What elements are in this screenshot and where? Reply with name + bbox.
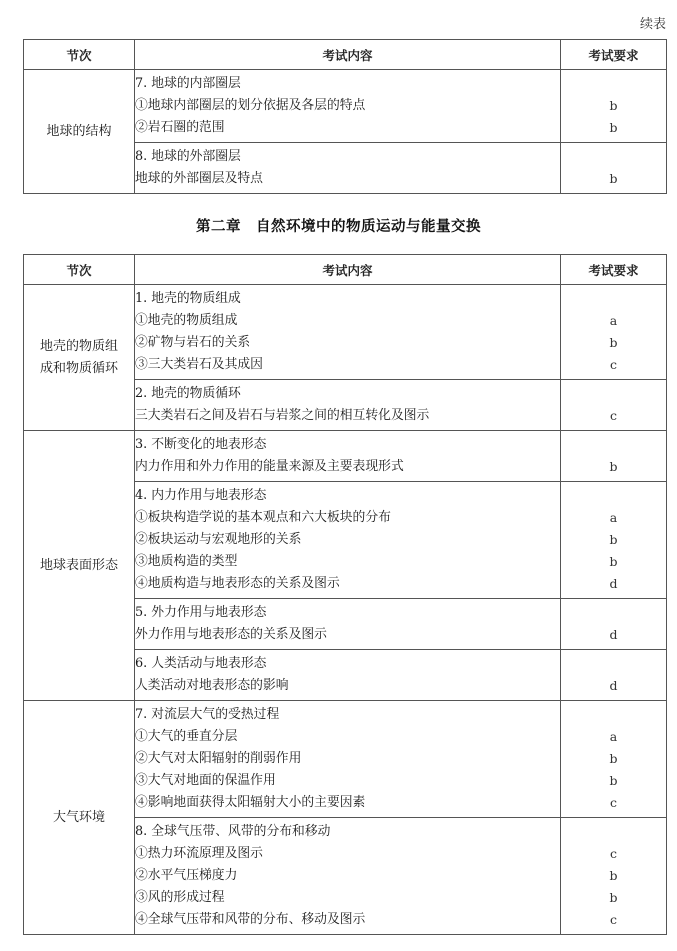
requirement-level <box>561 821 666 843</box>
header-requirement: 考试要求 <box>561 255 667 285</box>
topic-point: ①地壳的物质组成 <box>135 313 238 328</box>
exam-requirement <box>561 482 667 599</box>
requirement-level <box>561 383 666 405</box>
requirement-level <box>561 653 666 675</box>
table-row <box>24 431 667 482</box>
exam-requirement <box>561 431 667 482</box>
exam-requirement <box>561 599 667 650</box>
topic-point: ③三大类岩石及其成因 <box>135 357 263 372</box>
exam-requirement <box>561 818 667 935</box>
chapter-title: 第二章 自然环境中的物质运动与能量交换 <box>196 219 481 235</box>
requirement-level <box>561 288 666 310</box>
topic-point: ①地球内部圈层的划分依据及各层的特点 <box>135 98 366 113</box>
table-header-row <box>24 40 667 70</box>
section-name: 地壳的物质组成和物质循环 <box>24 285 135 431</box>
exam-content <box>135 818 561 935</box>
topic-title: 7. 地球的内部圈层 <box>135 76 241 91</box>
requirement-level: b <box>609 773 618 788</box>
topic-point: ④影响地面获得太阳辐射大小的主要因素 <box>135 795 366 810</box>
topic-title: 7. 对流层大气的受热过程 <box>135 707 280 722</box>
topic-point: ②岩石圈的范围 <box>135 120 225 135</box>
topic-point: 三大类岩石之间及岩石与岩浆之间的相互转化及图示 <box>135 408 430 423</box>
requirement-level: c <box>609 357 617 372</box>
requirement-level: c <box>609 846 617 861</box>
topic-point: ④地质构造与地表形态的关系及图示 <box>135 576 340 591</box>
exam-requirement <box>561 701 667 818</box>
topic-title: 4. 内力作用与地表形态 <box>135 488 267 503</box>
requirement-level: a <box>609 729 618 744</box>
topic-point: ②矿物与岩石的关系 <box>135 335 251 350</box>
topic-title: 2. 地壳的物质循环 <box>135 386 241 401</box>
topic-point: ④全球气压带和风带的分布、移动及图示 <box>135 912 366 927</box>
exam-content <box>135 431 561 482</box>
table-body <box>24 70 667 194</box>
table-row <box>24 70 667 143</box>
header-content: 考试内容 <box>135 40 561 70</box>
exam-content <box>135 599 561 650</box>
topic-title: 3. 不断变化的地表形态 <box>135 437 267 452</box>
requirement-level: b <box>609 459 618 474</box>
topic-point: ②大气对太阳辐射的削弱作用 <box>135 751 302 766</box>
topic-point: ②板块运动与宏观地形的关系 <box>135 532 302 547</box>
exam-content <box>135 482 561 599</box>
requirement-level <box>561 704 666 726</box>
exam-requirement <box>561 143 667 194</box>
exam-content <box>135 285 561 380</box>
header-content: 考试内容 <box>135 255 561 285</box>
header-section: 节次 <box>24 255 135 285</box>
exam-requirement <box>561 650 667 701</box>
requirement-level <box>561 434 666 456</box>
requirement-level: b <box>609 532 618 547</box>
exam-content <box>135 650 561 701</box>
table-row <box>24 701 667 818</box>
table-body <box>24 285 667 935</box>
section-name: 大气环境 <box>24 701 135 935</box>
section-name: 地球表面形态 <box>24 431 135 701</box>
exam-requirement <box>561 285 667 380</box>
topic-point: ②水平气压梯度力 <box>135 868 238 883</box>
topic-point: ③大气对地面的保温作用 <box>135 773 276 788</box>
topic-point: ①板块构造学说的基本观点和六大板块的分布 <box>135 510 391 525</box>
requirement-level: b <box>609 868 618 883</box>
section-name: 地球的结构 <box>24 70 135 194</box>
topic-title: 5. 外力作用与地表形态 <box>135 605 267 620</box>
exam-requirement <box>561 380 667 431</box>
exam-requirement <box>561 70 667 143</box>
topic-point: ①热力环流原理及图示 <box>135 846 263 861</box>
requirement-level: b <box>609 751 618 766</box>
topic-point: 人类活动对地表形态的影响 <box>135 678 289 693</box>
requirement-level: a <box>609 313 618 328</box>
topic-point: 外力作用与地表形态的关系及图示 <box>135 627 327 642</box>
requirements-table-continued <box>23 39 667 194</box>
topic-title: 8. 全球气压带、风带的分布和移动 <box>135 824 331 839</box>
requirement-level: b <box>609 98 618 113</box>
requirement-level: b <box>609 120 618 135</box>
topic-title: 6. 人类活动与地表形态 <box>135 656 267 671</box>
requirement-level: d <box>609 678 618 693</box>
requirement-level: a <box>609 510 618 525</box>
requirement-level: c <box>609 795 617 810</box>
continued-table-label: 续表 <box>639 17 666 32</box>
topic-point: ③地质构造的类型 <box>135 554 238 569</box>
table-row <box>24 285 667 380</box>
header-section: 节次 <box>24 40 135 70</box>
requirement-level <box>561 73 666 95</box>
exam-content <box>135 70 561 143</box>
topic-title: 1. 地壳的物质组成 <box>135 291 241 306</box>
topic-point: 内力作用和外力作用的能量来源及主要表现形式 <box>135 459 404 474</box>
header-requirement: 考试要求 <box>561 40 667 70</box>
requirement-level: d <box>609 627 618 642</box>
exam-content <box>135 701 561 818</box>
topic-title: 8. 地球的外部圈层 <box>135 149 241 164</box>
requirement-level: b <box>609 554 618 569</box>
exam-content <box>135 143 561 194</box>
requirement-level: c <box>609 912 617 927</box>
requirement-level <box>561 602 666 624</box>
requirement-level: c <box>609 408 617 423</box>
requirement-level: b <box>609 335 618 350</box>
requirements-table-chapter-2 <box>23 254 667 935</box>
requirement-level: b <box>609 890 618 905</box>
requirement-level: b <box>609 171 618 186</box>
table-header-row <box>24 255 667 285</box>
requirement-level <box>561 485 666 507</box>
topic-point: ①大气的垂直分层 <box>135 729 238 744</box>
requirement-level <box>561 146 666 168</box>
topic-point: 地球的外部圈层及特点 <box>135 171 263 186</box>
exam-content <box>135 380 561 431</box>
topic-point: ③风的形成过程 <box>135 890 225 905</box>
requirement-level: d <box>609 576 618 591</box>
